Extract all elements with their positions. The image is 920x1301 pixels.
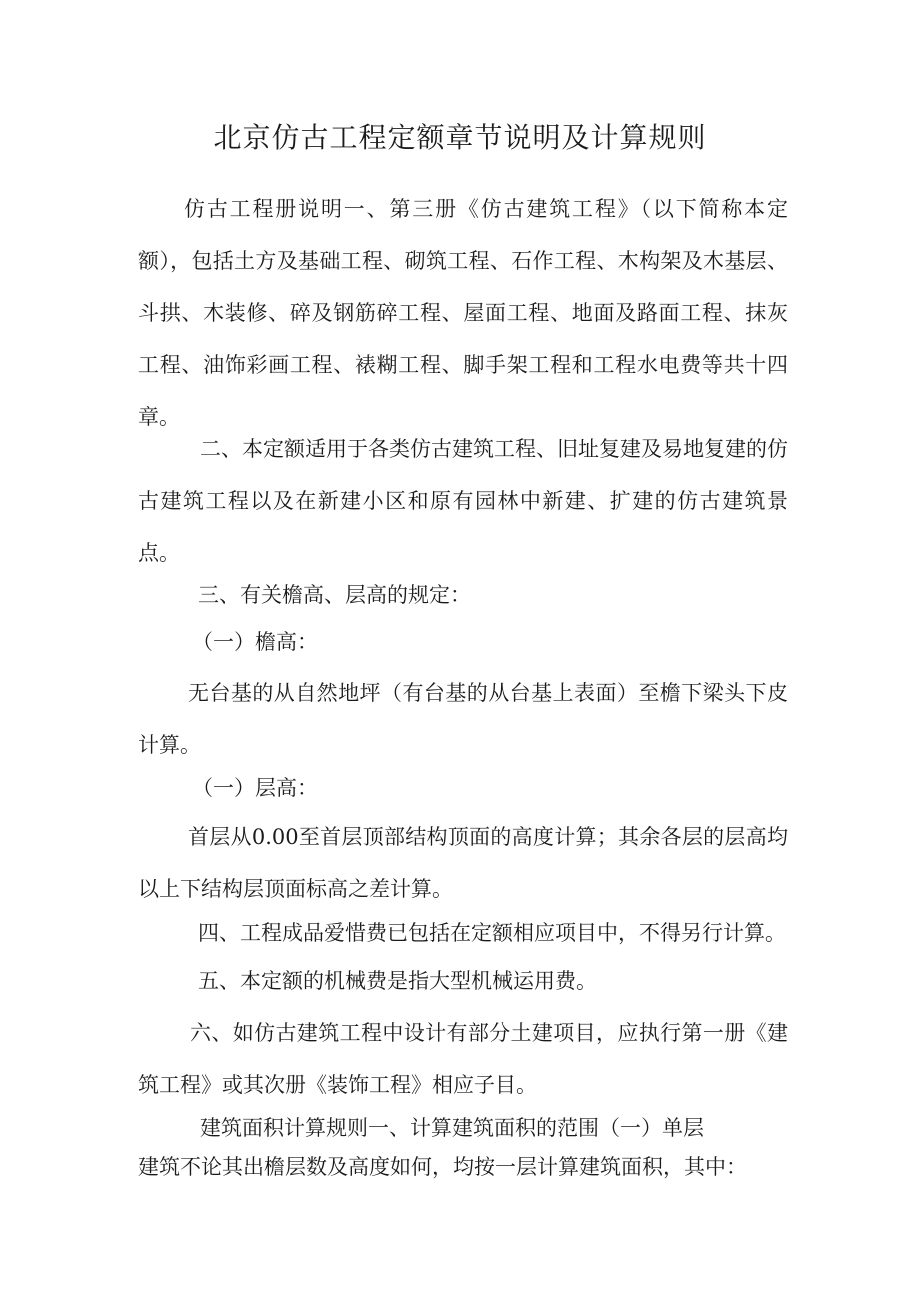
paragraph-eave-height: 无台基的从自然地坪（有台基的从台基上表面）至檐下梁头下皮计算。 xyxy=(138,681,788,757)
paragraph-floor-height: 首层从0.00至首层顶部结构顶面的高度计算；其余各层的层高均以上下结构层顶面标高之差计算。 xyxy=(138,825,788,901)
subheading-eave-height: （一）檐高： xyxy=(192,630,318,654)
paragraph-area-rules-line-1: 建筑面积计算规则一、计算建筑面积的范围（一）单层 xyxy=(200,1116,704,1140)
paragraph-area-rules-line-2: 建筑不论其出檐层数及高度如何，均按一层计算建筑面积，其中： xyxy=(138,1155,747,1179)
paragraph-volume-description: 仿古工程册说明一、第三册《仿古建筑工程》（以下简称本定额），包括土方及基础工程、砌筑工程、石作工程、木构架及木基层、斗拱、木装修、碎及钢筋碎工程、屋面工程、地面及路面工程、抹灰工程、油饰彩画工程、裱糊工程、脚手架工程和工程水电费等共十四章。 xyxy=(138,197,788,429)
paragraph-protection-fee: 四、工程成品爱惜费已包括在定额相应项目中，不得另行计算。 xyxy=(198,921,786,945)
page-title: 北京仿古工程定额章节说明及计算规则 xyxy=(213,121,707,154)
paragraph-height-rules-heading: 三、有关檐高、层高的规定： xyxy=(198,583,471,607)
subheading-floor-height: （一）层高： xyxy=(192,776,318,800)
paragraph-civil-items: 六、如仿古建筑工程中设计有部分土建项目，应执行第一册《建筑工程》或其次册《装饰工程》相应子目。 xyxy=(138,1021,788,1097)
paragraph-machinery-fee: 五、本定额的机械费是指大型机械运用费。 xyxy=(198,969,597,993)
paragraph-scope: 二、本定额适用于各类仿古建筑工程、旧址复建及易地复建的仿古建筑工程以及在新建小区和原有园林中新建、扩建的仿古建筑景点。 xyxy=(138,437,788,565)
